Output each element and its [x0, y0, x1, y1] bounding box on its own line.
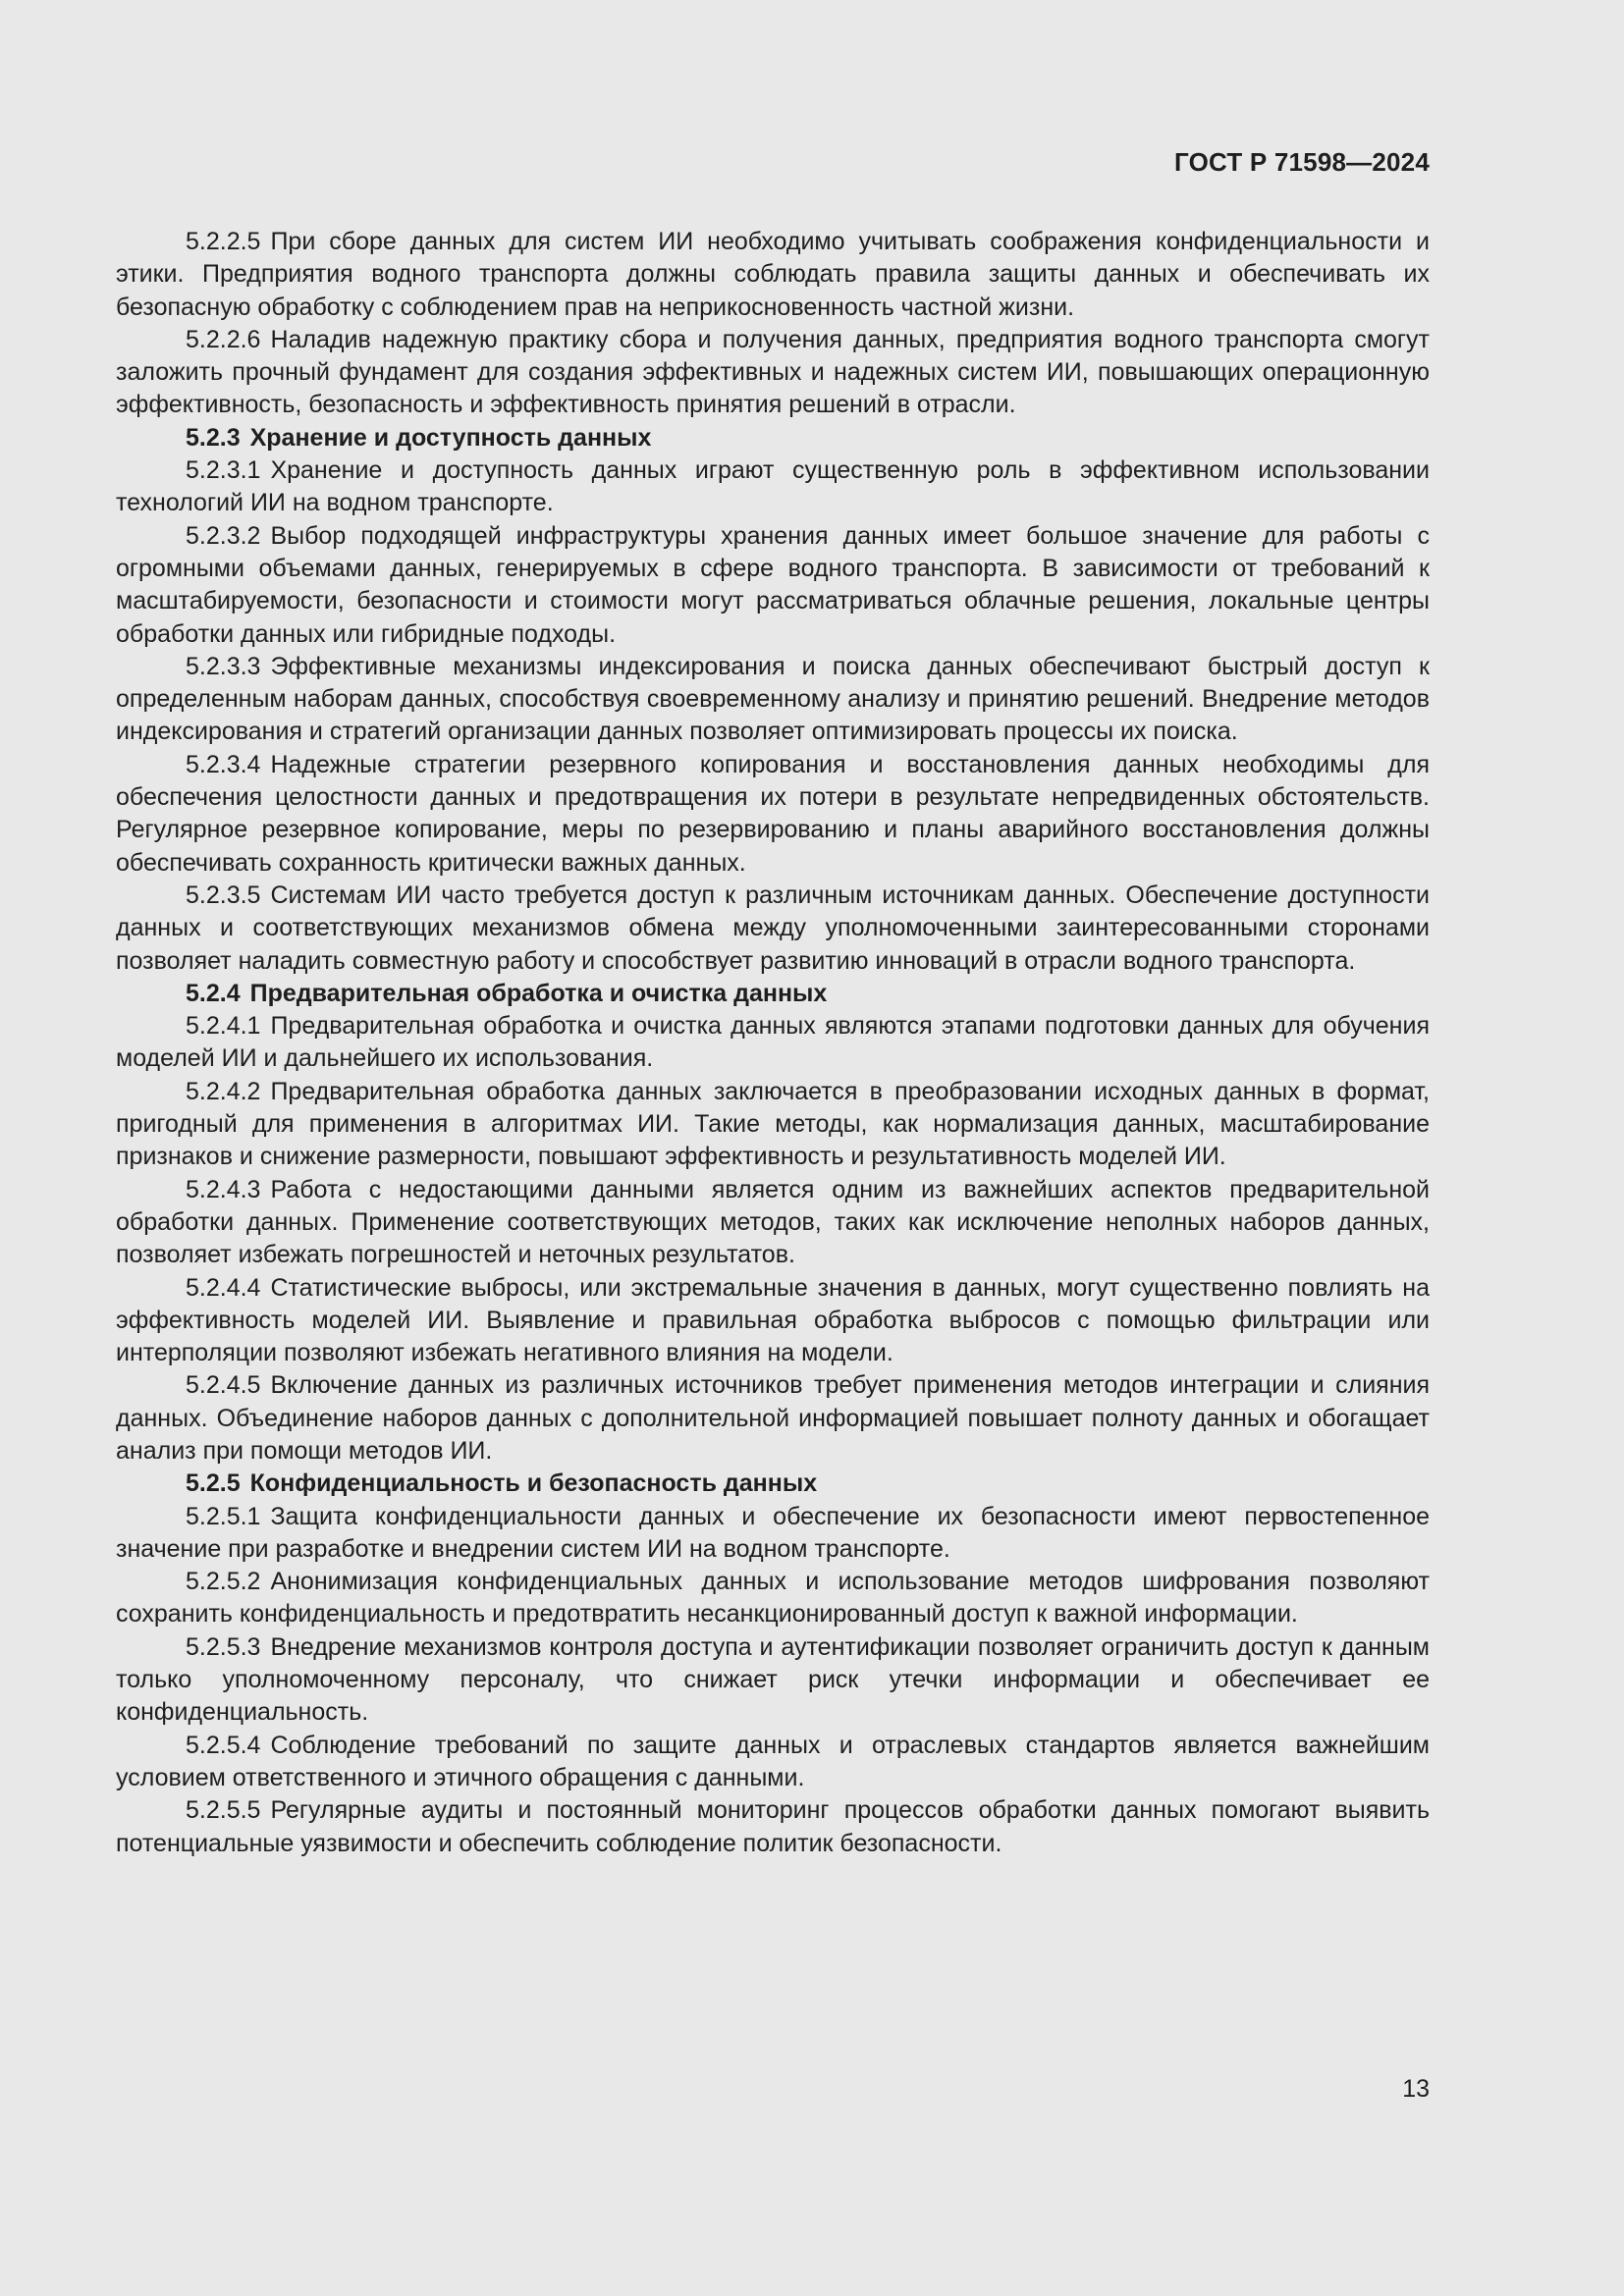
clause-text: Защита конфиденциальности данных и обеспечение их безопасности имеют первостепенное значение при разработке и внедрении систем ИИ на водном транспорте. [116, 1502, 1430, 1563]
clause-number: 5.2.5.5 [186, 1796, 261, 1825]
clause-number: 5.2.5.4 [186, 1731, 261, 1759]
clause-text: Наладив надежную практику сбора и получения данных, предприятия водного транспорта смогут заложить прочный фундамент для создания эффективных и надежных систем ИИ, повышающих операционную эффективность, безопасность и эффективность принятия решений в отрасли. [116, 325, 1430, 419]
clause-number: 5.2.3.3 [186, 652, 261, 680]
section-heading-text: Предварительная обработка и очистка данных [249, 979, 828, 1007]
section-heading [116, 1468, 1430, 1500]
clause-number: 5.2.4 [186, 979, 241, 1007]
clause-number: 5.2.5.1 [186, 1502, 261, 1530]
clause-paragraph [116, 324, 1430, 422]
clause-number: 5.2.3.2 [186, 521, 261, 550]
clause-number: 5.2.2.5 [186, 228, 261, 255]
clause-paragraph [116, 1174, 1430, 1272]
clause-paragraph [116, 880, 1430, 978]
clause-number: 5.2.5.2 [186, 1568, 261, 1596]
clause-number: 5.2.4.4 [186, 1273, 261, 1302]
clause-text: Хранение и доступность данных играют существенную роль в эффективном использовании технологий ИИ на водном транспорте. [116, 456, 1430, 517]
clause-number: 5.2.2.6 [186, 325, 261, 353]
document-body [116, 226, 1430, 1860]
clause-text: Внедрение механизмов контроля доступа и аутентификации позволяет ограничить доступ к данным только уполномоченному персоналу, что снижает риск утечки информации и обеспечивает ее конфиденциальность. [116, 1632, 1430, 1727]
clause-number: 5.2.3.1 [186, 456, 261, 485]
standard-designation: ГОСТ Р 71598—2024 [1174, 147, 1430, 177]
clause-text: Анонимизация конфиденциальных данных и использование методов шифрования позволяют сохранить конфиденциальность и предотвратить несанкционированный доступ к важной информации. [116, 1568, 1430, 1629]
clause-text: Работа с недостающими данными является одним из важнейших аспектов предварительной обработки данных. Применение соответствующих методов, таких как исключение неполных наборов данных, позволяет избежать погрешностей и неточных результатов. [116, 1175, 1430, 1269]
clause-text: Предварительная обработка данных заключается в преобразовании исходных данных в формат, пригодный для применения в алгоритмах ИИ. Такие методы, как нормализация данных, масштабирование признаков и снижение размерности, повышают эффективность и результативность моделей ИИ. [116, 1077, 1430, 1171]
clause-paragraph [116, 1566, 1430, 1631]
clause-number: 5.2.4.3 [186, 1175, 261, 1203]
clause-number: 5.2.4.5 [186, 1371, 261, 1400]
clause-paragraph [116, 1272, 1430, 1370]
clause-text: Системам ИИ часто требуется доступ к различным источникам данных. Обеспечение доступности данных и соответствующих механизмов обмена между уполномоченными заинтересованными сторонами позволяет наладить совместную работу и способствует развитию инноваций в отрасли водного транспорта. [116, 881, 1430, 975]
page-number: 13 [1402, 2075, 1430, 2103]
clause-number: 5.2.3.5 [186, 881, 261, 909]
clause-number: 5.2.4.2 [186, 1077, 261, 1105]
clause-paragraph [116, 520, 1430, 651]
clause-paragraph [116, 651, 1430, 749]
clause-paragraph [116, 1794, 1430, 1860]
clause-text: При сборе данных для систем ИИ необходимо учитывать соображения конфиденциальности и этики. Предприятия водного транспорта должны соблюдать правила защиты данных и обеспечивать их безопасную обработку с соблюдением прав на неприкосновенность частной жизни. [116, 228, 1430, 321]
clause-number: 5.2.3.4 [186, 750, 261, 778]
clause-paragraph [116, 1730, 1430, 1795]
clause-paragraph [116, 454, 1430, 520]
clause-paragraph [116, 1501, 1430, 1567]
clause-text: Выбор подходящей инфраструктуры хранения данных имеет большое значение для работы с огромными объемами данных, генерируемых в сфере водного транспорта. В зависимости от требований к масштабируемости, безопасности и стоимости могут рассматриваться облачные решения, локальные центры обработки данных или гибридные подходы. [116, 521, 1430, 648]
clause-text: Предварительная обработка и очистка данных являются этапами подготовки данных для обучения моделей ИИ и дальнейшего их использования. [116, 1012, 1430, 1073]
clause-number: 5.2.4.1 [186, 1012, 261, 1041]
clause-paragraph [116, 1631, 1430, 1730]
clause-number: 5.2.5.3 [186, 1632, 261, 1661]
clause-text: Регулярные аудиты и постоянный мониторинг процессов обработки данных помогают выявить потенциальные уязвимости и обеспечить соблюдение политик безопасности. [116, 1796, 1430, 1857]
clause-text: Эффективные механизмы индексирования и поиска данных обеспечивают быстрый доступ к определенным наборам данных, способствуя своевременному анализу и принятию решений. Внедрение методов индексирования и стратегий организации данных позволяет оптимизировать процессы их поиска. [116, 652, 1430, 746]
section-heading [116, 422, 1430, 454]
section-heading [116, 978, 1430, 1010]
clause-text: Включение данных из различных источников требует применения методов интеграции и слияния данных. Объединение наборов данных с дополнительной информацией повышает полноту данных и обогащает анализ при помощи методов ИИ. [116, 1371, 1430, 1465]
section-heading-text: Конфиденциальность и безопасность данных [249, 1469, 818, 1498]
clause-number: 5.2.3 [186, 423, 241, 452]
clause-paragraph [116, 1010, 1430, 1076]
clause-number: 5.2.5 [186, 1469, 241, 1498]
clause-text: Надежные стратегии резервного копирования и восстановления данных необходимы для обеспечения целостности данных и предотвращения их потери в результате непредвиденных обстоятельств. Регулярное резервное копирование, меры по резервированию и планы аварийного восстановления должны обеспечивать сохранность критически важных данных. [116, 750, 1430, 877]
clause-text: Соблюдение требований по защите данных и отраслевых стандартов является важнейшим условием ответственного и этичного обращения с данными. [116, 1731, 1430, 1791]
clause-paragraph [116, 749, 1430, 880]
clause-text: Статистические выбросы, или экстремальные значения в данных, могут существенно повлиять на эффективность моделей ИИ. Выявление и правильная обработка выбросов с помощью фильтрации или интерполяции позволяют избежать негативного влияния на модели. [116, 1273, 1430, 1367]
clause-paragraph [116, 1369, 1430, 1468]
section-heading-text: Хранение и доступность данных [249, 423, 652, 452]
clause-paragraph [116, 226, 1430, 324]
clause-paragraph [116, 1076, 1430, 1174]
